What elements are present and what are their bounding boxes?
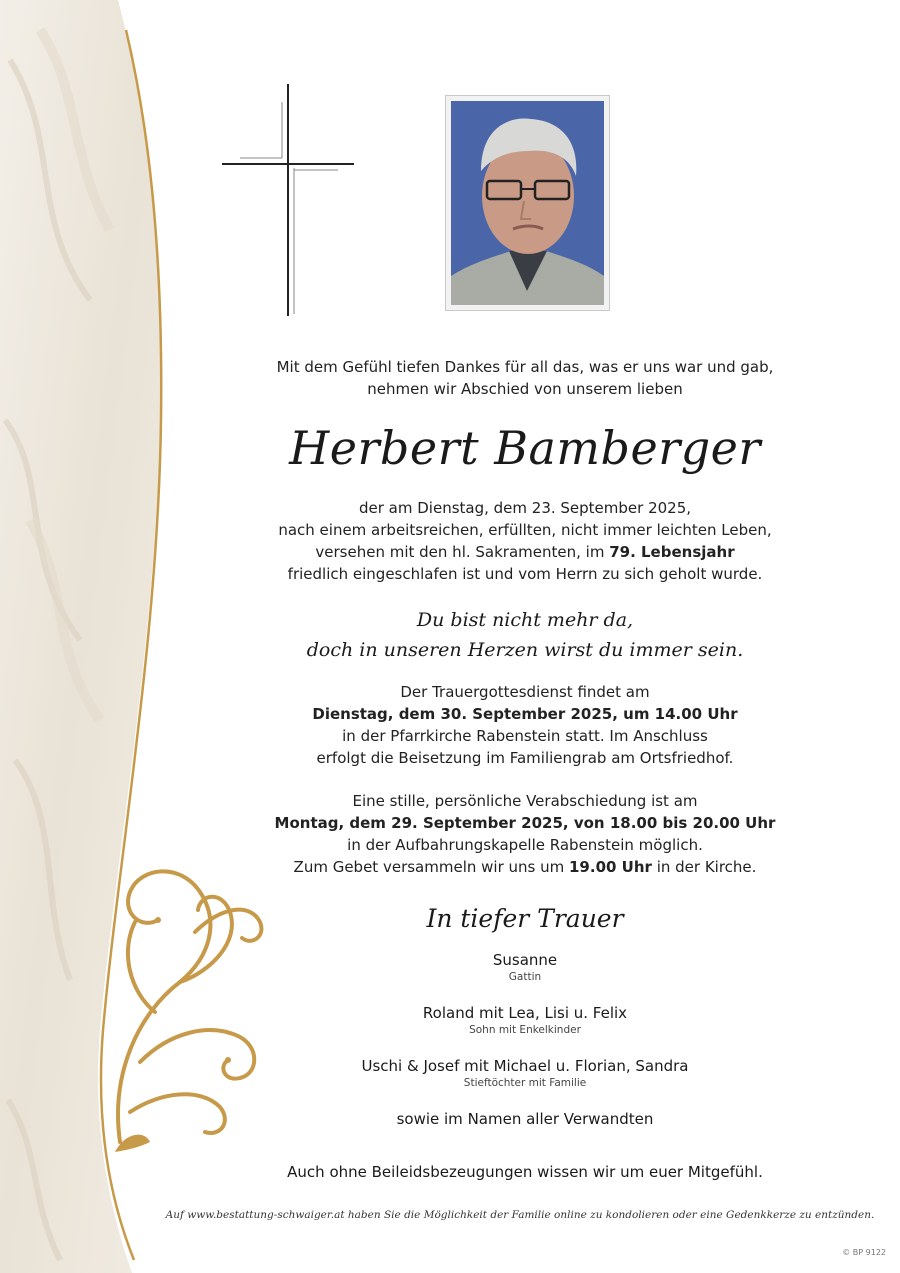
farewell-line-1: Eine stille, persönliche Verabschiedung ist am: [352, 792, 698, 810]
portrait-photo: [445, 95, 610, 311]
mourner-relation: Sohn mit Enkelkinder: [469, 1024, 581, 1036]
death-line-3: [180, 541, 870, 563]
intro-line-1: Mit dem Gefühl tiefen Dankes für all das, was er uns war und gab,: [276, 358, 774, 376]
funeral-service-info: [180, 681, 870, 769]
age-highlight: 79. Lebensjahr: [609, 543, 735, 561]
mourning-title: In tiefer Trauer: [426, 904, 624, 933]
verse-line-1: Du bist nicht mehr da,: [416, 609, 634, 631]
thanks-line: Auch ohne Beileidsbezeugungen wissen wir um euer Mitgefühl.: [287, 1163, 763, 1181]
mourner-relation: Gattin: [508, 971, 542, 983]
death-line-1: der am Dienstag, dem 23. September 2025,: [358, 499, 692, 517]
farewell-line-4: [180, 856, 870, 878]
farewell-date: Montag, dem 29. September 2025, von 18.00 bis 20.00 Uhr: [274, 814, 776, 832]
farewell-line-3: in der Aufbahrungskapelle Rabenstein möglich.: [347, 836, 703, 854]
mourner-entry: [180, 1003, 870, 1037]
prayer-time: 19.00 Uhr: [569, 858, 652, 876]
prayer-text-end: in der Kirche.: [651, 858, 757, 876]
online-condolence-notice: Auf www.bestattung-schwaiger.at haben Sie die Möglichkeit der Familie online zu kondolieren oder eine Gedenkkerze zu entzünden.: [165, 1209, 875, 1221]
mourner-entry: [180, 1056, 870, 1090]
mourner-name: Roland mit Lea, Lisi u. Felix: [422, 1004, 628, 1022]
document-code: © BP 9122: [842, 1248, 886, 1257]
relatives-line: sowie im Namen aller Verwandten: [396, 1110, 654, 1128]
verse-line-2: doch in unseren Herzen wirst du immer sein.: [306, 639, 744, 661]
deceased-name: Herbert Bamberger: [289, 421, 761, 475]
service-line-3: in der Pfarrkirche Rabenstein statt. Im Anschluss: [342, 727, 708, 745]
prayer-text: Zum Gebet versammeln wir uns um: [293, 858, 569, 876]
death-line-3-text: versehen mit den hl. Sakramenten, im: [315, 543, 610, 561]
mourner-name: Susanne: [492, 951, 558, 969]
death-line-4: friedlich eingeschlafen ist und vom Herrn zu sich geholt wurde.: [287, 565, 763, 583]
mourner-relation: Stieftöchter mit Familie: [463, 1077, 587, 1089]
cross-icon: [220, 82, 360, 318]
memorial-verse: [180, 605, 870, 665]
service-line-4: erfolgt die Beisetzung im Familiengrab am Ortsfriedhof.: [316, 749, 734, 767]
mourner-entry: [180, 950, 870, 984]
intro-text: [180, 356, 870, 400]
intro-line-2: nehmen wir Abschied von unserem lieben: [367, 380, 683, 398]
mourner-name: Uschi & Josef mit Michael u. Florian, Sandra: [361, 1057, 689, 1075]
service-date: Dienstag, dem 30. September 2025, um 14.00 Uhr: [312, 705, 738, 723]
farewell-info: [180, 790, 870, 878]
service-line-1: Der Trauergottesdienst findet am: [400, 683, 650, 701]
death-line-2: nach einem arbeitsreichen, erfüllten, nicht immer leichten Leben,: [278, 521, 772, 539]
portrait-image: [451, 101, 604, 305]
death-details: [180, 497, 870, 585]
